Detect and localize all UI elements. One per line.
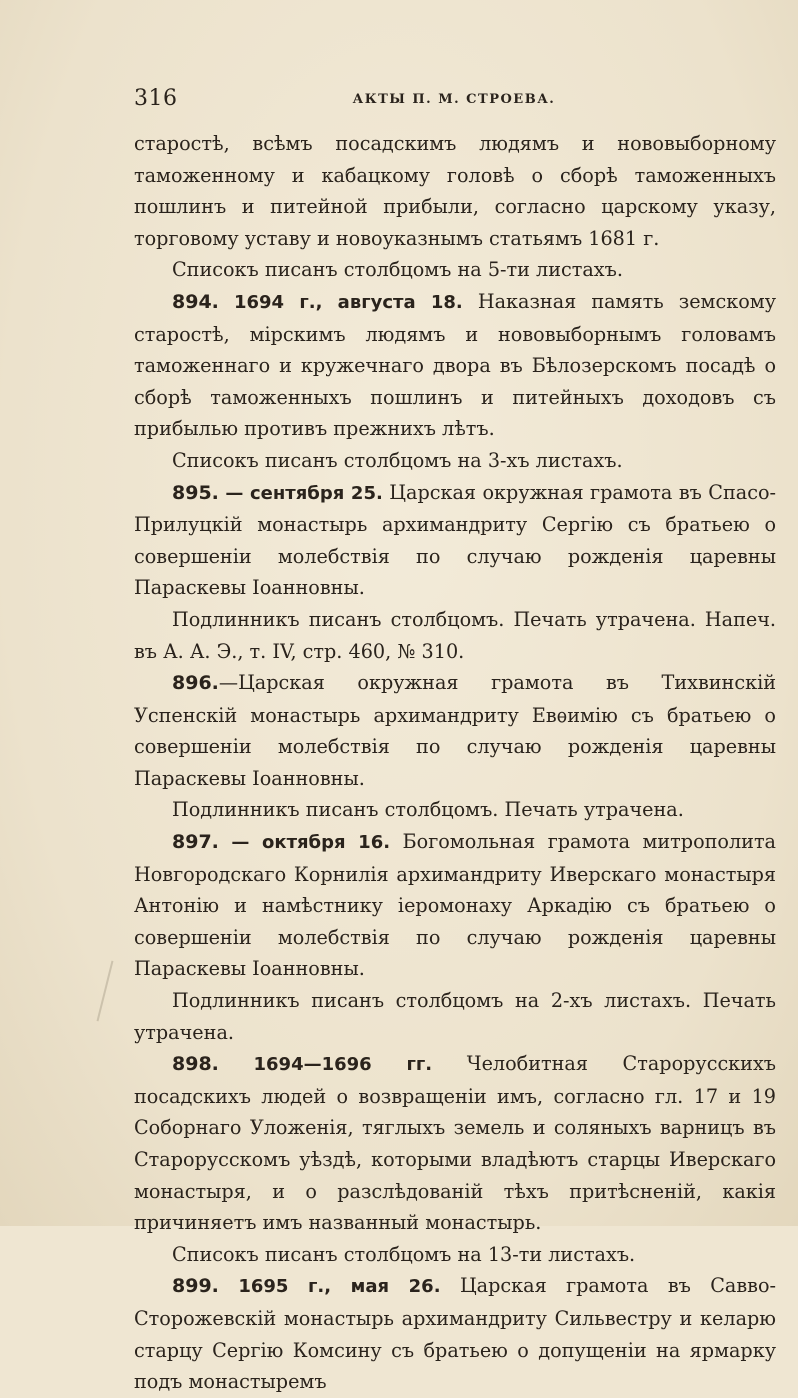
entry-body: Челобитная Старорусскихъ посадскихъ людей о возвращеніи имъ, согласно гл. 17 и 19 Соборнаго Уложенія, тяглыхъ земель и соляныхъ варницъ въ Старорусскомъ уѣздѣ, которыми владѣютъ старцы Иверскаго монастыря, и о разслѣдованій тѣхъ притѣсненій, какія причиняетъ имъ названный монастырь. [134,1052,776,1235]
page-header [134,86,774,116]
entry-898 [134,1048,776,1239]
entry-date: 1695 г., мая 26. [238,1276,441,1298]
entry-body: старостѣ, всѣмъ посадскимъ людямъ и нововыборному таможенному и кабацкому головѣ о сборѣ таможенныхъ пошлинъ и питейной прибыли, согласно царскому указу, торговому уставу и новоуказнымъ статьямъ 1681 г. [134,132,776,250]
page-body [134,128,776,1398]
entry-number: 897. [172,831,219,854]
entry-894 [134,286,776,445]
entry-body: Богомольная грамота митрополита Новгородскаго Корнилія архимандриту Иверскаго монастыря Антонію и намѣстнику іеромонаху Аркадію съ братьею о совершеніи молебствія по случаю рожденія царевны Параскевы Іоанновны. [134,830,776,981]
entry-note: Подлинникъ писанъ столбцомъ. Печать утрачена. Напеч. въ А. А. Э., т. IV, стр. 460, № 310. [134,607,776,663]
running-title: АКТЫ П. М. СТРОЕВА. [352,92,556,107]
entry-number: 899. [172,1275,219,1298]
entry-number: 895. [172,481,219,504]
entry-body: Царская грамота въ Савво-Сторожевскій монастырь архимандриту Сильвестру и келарю старцу Сергію Комсину съ братьею о допущеніи на ярмарку подъ монастыремъ [134,1274,776,1394]
entry-body: —Царская окружная грамота въ Тихвинскій Успенскій монастырь архимандриту Евѳимію съ братьею о совершеніи молебствія по случаю рожденія царевны Параскевы Іоанновны. [134,671,776,790]
entry-896 [134,667,776,794]
entry-note: Списокъ писанъ столбцомъ на 13-ти листахъ. [172,1242,636,1266]
entry-note: Списокъ писанъ столбцомъ на 5-ти листахъ. [172,258,623,282]
pencil-mark [97,961,114,1022]
entry-number: 894. [172,290,219,313]
entry-note: Подлинникъ писанъ столбцомъ на 2-хъ листахъ. Печать утрачена. [134,989,776,1044]
entry-number: 898. [172,1053,219,1076]
entry-note: Подлинникъ писанъ столбцомъ. Печать утрачена. [172,798,684,822]
entry-date: — сентября 25. [225,482,383,504]
entry-number: 896. [172,672,219,695]
entry-body: Царская окружная грамота въ Спасо-Прилуцкій монастырь архимандриту Сергію съ братьею о совершеніи молебствія по случаю рожденія царевны Параскевы Іоанновны. [134,480,776,600]
entry-note: Списокъ писанъ столбцомъ на 3-хъ листахъ. [172,448,623,472]
entry-date: 1694 г., августа 18. [233,291,463,313]
entry-895 [134,477,776,604]
entry-body: Наказная память земскому старостѣ, мірскимъ людямъ и нововыборнымъ головамъ таможеннаго и кружечнаго двора въ Бѣлозерскомъ посадѣ о сборѣ таможенныхъ пошлинъ и питейныхъ доходовъ съ прибылью противъ прежнихъ лѣтъ. [134,289,776,441]
entry-date: 1694—1696 гг. [253,1054,433,1076]
entry-897 [134,826,776,985]
page-number: 316 [134,86,178,111]
entry-date: — октября 16. [231,832,391,854]
entry-899 [134,1270,776,1397]
entry-continuation [134,128,776,254]
